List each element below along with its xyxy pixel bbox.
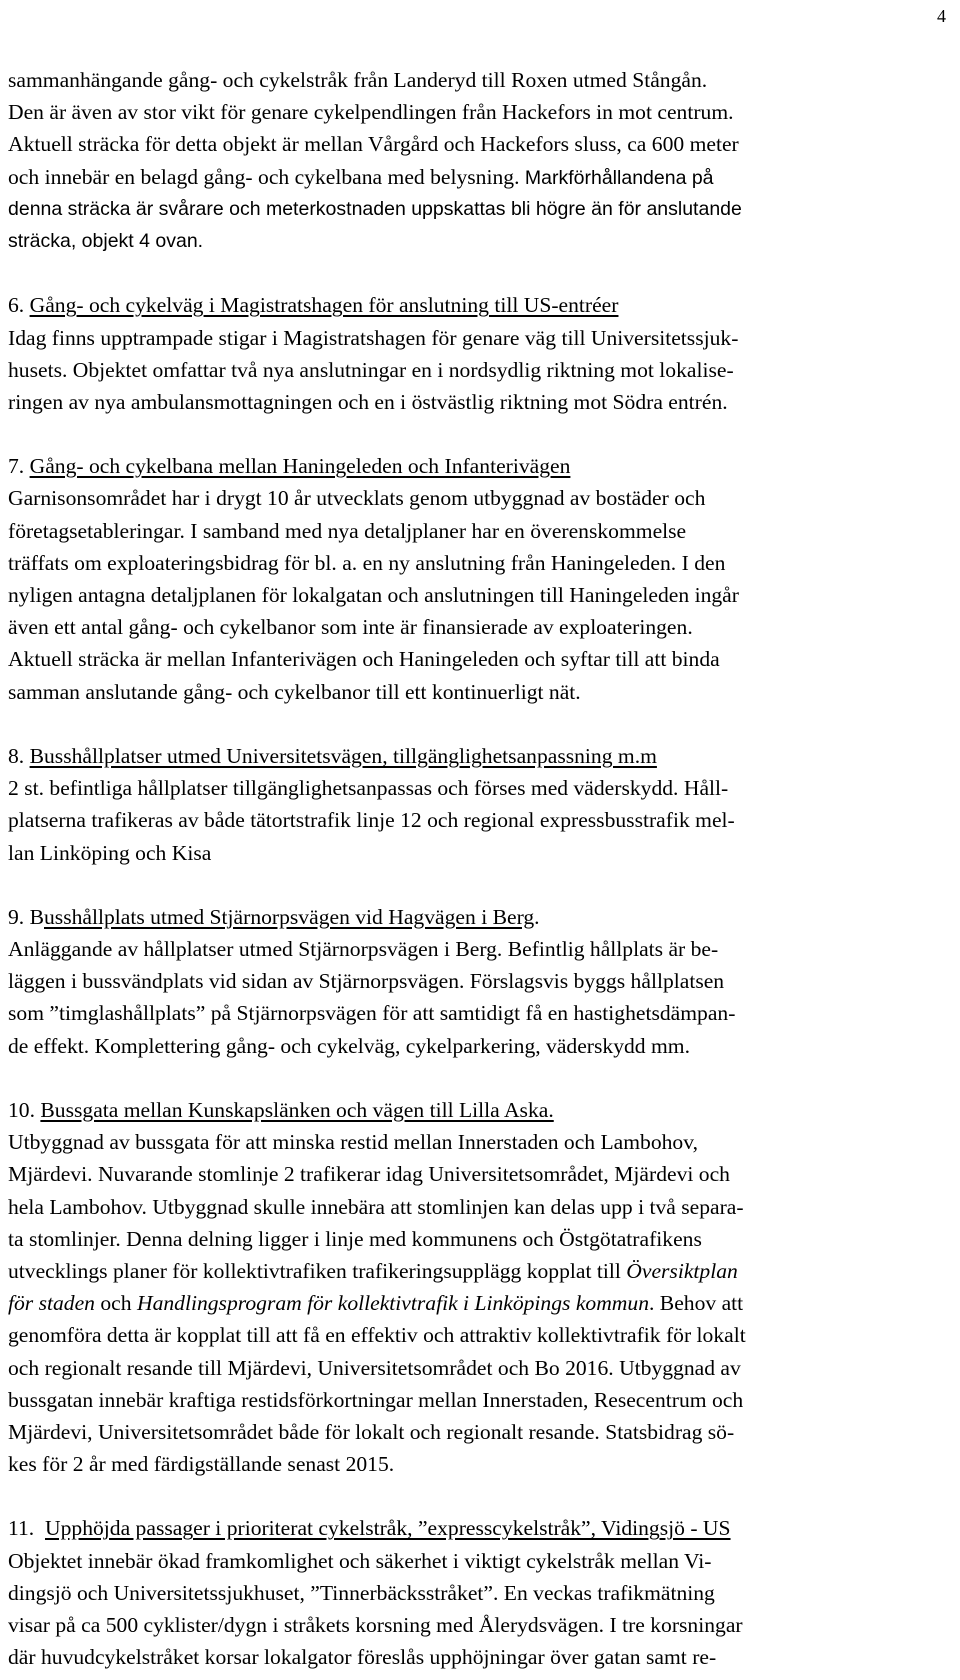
section-title-tail: . (534, 904, 540, 929)
section-title: Gång- och cykelväg i Magistratshagen för anslutning till US-entréer (29, 293, 619, 318)
text-line: genomföra detta är kopplat till att få en effektiv och attraktiv kollektivtrafik för lokalt (8, 1323, 746, 1348)
text-span: utvecklings planer för kollektivtrafiken trafikeringsupplägg kopplat till (8, 1258, 627, 1283)
text-line: träffats om exploateringsbidrag för bl. a. en ny anslutning från Haningeleden. I den (8, 550, 726, 575)
text-span: och innebär en belagd gång- och cykelbana med belysning. (8, 164, 520, 189)
text-line: 2 st. befintliga hållplatser tillgänglighetsanpassas och förses med väderskydd. Håll- (8, 776, 729, 801)
text-line: Aktuell sträcka för detta objekt är mellan Vårgård och Hackefors sluss, ca 600 meter (8, 132, 739, 157)
section-heading (8, 740, 954, 772)
text-line (8, 161, 954, 193)
page-number: 4 (937, 6, 946, 26)
text-line: ta stomlinjer. Denna delning ligger i linje med kommunens och Östgötatrafikens (8, 1226, 702, 1251)
section-heading (8, 1094, 954, 1126)
section-heading (8, 1512, 954, 1544)
text-line: där huvudcykelstråket korsar lokalgator föreslås upphöjningar över gatan samt re- (8, 1645, 717, 1670)
section-title: Busshållplatser utmed Universitetsvägen, tillgänglighetsanpassning m.m (29, 743, 657, 768)
italic-reference: för staden (8, 1291, 95, 1316)
text-line (8, 1287, 954, 1319)
text-line: Mjärdevi. Nuvarande stomlinje 2 trafikerar idag Universitetsområdet, Mjärdevi och (8, 1162, 730, 1187)
text-line: platserna trafikeras av både tätortstrafik linje 12 och regional expressbusstrafik mel- (8, 808, 735, 833)
page-body (8, 64, 954, 1673)
text-line: läggen i bussvändplats vid sidan av Stjärnorpsvägen. Förslagsvis byggs hållplatsen (8, 969, 725, 994)
text-span-sans: Markförhållandena på (519, 166, 714, 189)
section-number: 9. B (8, 904, 44, 929)
text-line: företagsetableringar. I samband med nya detaljplaner har en överenskommelse (8, 518, 687, 543)
text-line: även ett antal gång- och cykelbanor som inte är finansierade av exploateringen. (8, 615, 693, 640)
paragraph-continuation (8, 64, 954, 257)
text-line: Objektet innebär ökad framkomlighet och säkerhet i viktigt cykelstråk mellan Vi- (8, 1548, 712, 1573)
text-line (8, 1255, 954, 1287)
section-11 (8, 1512, 954, 1673)
text-line: husets. Objektet omfattar två nya anslutningar en i nordsydlig riktning mot lokalise- (8, 357, 734, 382)
text-line: Idag finns upptrampade stigar i Magistratshagen för genare väg till Universitetssjuk- (8, 325, 739, 350)
italic-reference: Översiktplan (626, 1258, 738, 1283)
section-title: Bussgata mellan Kunskapslänken och vägen till Lilla Aska. (40, 1098, 554, 1122)
text-line: hela Lambohov. Utbyggnad skulle innebära att stomlinjen kan delas upp i två separa- (8, 1194, 744, 1219)
text-line: som ”timglashållplats” på Stjärnorpsvägen för att samtidigt få en hastighetsdämpan- (8, 1001, 736, 1026)
section-title: usshållplats utmed Stjärnorpsvägen vid Hagvägen i Berg (44, 904, 535, 929)
text-line: samman anslutande gång- och cykelbanor till ett kontinuerligt nät. (8, 679, 581, 704)
text-line: Anläggande av hållplatser utmed Stjärnorpsvägen i Berg. Befintlig hållplats är be- (8, 937, 719, 962)
section-heading (8, 289, 954, 321)
section-number: 6. (8, 293, 30, 318)
section-number: 7. (8, 454, 30, 479)
text-line: dingsjö och Universitetssjukhuset, ”Tinnerbäcksstråket”. En veckas trafikmätning (8, 1580, 715, 1605)
text-span: . Behov att (649, 1291, 744, 1316)
section-8 (8, 740, 954, 869)
text-span: och (94, 1291, 137, 1316)
section-9 (8, 901, 954, 1062)
italic-reference: Handlingsprogram för kollektivtrafik i Linköpings kommun (136, 1291, 649, 1316)
text-line: bussgatan innebär kraftiga restidsförkortningar mellan Innerstaden, Resecentrum och (8, 1387, 744, 1412)
text-line: Den är även av stor vikt för genare cykelpendlingen från Hackefors in mot centrum. (8, 100, 734, 125)
text-line: nyligen antagna detaljplanen för lokalgatan och anslutningen till Haningeleden ingår (8, 583, 739, 607)
section-heading (8, 901, 954, 933)
text-line: de effekt. Komplettering gång- och cykelväg, cykelparkering, väderskydd mm. (8, 1033, 690, 1058)
section-heading (8, 450, 954, 482)
section-number: 8. (8, 743, 30, 768)
section-6 (8, 289, 954, 418)
section-number: 10. (8, 1098, 41, 1122)
text-line: Utbyggnad av bussgata för att minska restid mellan Innerstaden och Lambohov, (8, 1130, 699, 1155)
text-line: kes för 2 år med färdigställande senast 2015. (8, 1452, 395, 1477)
text-line: visar på ca 500 cyklister/dygn i stråkets korsning med Ålerydsvägen. I tre korsningar (8, 1613, 743, 1637)
text-line: och regionalt resande till Mjärdevi, Universitetsområdet och Bo 2016. Utbyggnad av (8, 1355, 741, 1380)
text-line: Mjärdevi, Universitetsområdet både för lokalt och regionalt resande. Statsbidrag sö- (8, 1419, 735, 1444)
section-title: Upphöjda passager i prioriterat cykelstråk, ”expresscykelstråk”, Vidingsjö - US (45, 1516, 731, 1541)
text-line: sammanhängande gång- och cykelstråk från Landeryd till Roxen utmed Stångån. (8, 68, 708, 92)
text-line: sträcka, objekt 4 ovan. (8, 229, 204, 252)
section-number: 11. (8, 1516, 45, 1541)
section-7 (8, 450, 954, 708)
section-title: Gång- och cykelbana mellan Haningeleden och Infanterivägen (29, 454, 571, 479)
text-line: ringen av nya ambulansmottagningen och en i östvästlig riktning mot Södra entrén. (8, 389, 728, 414)
section-10 (8, 1094, 954, 1480)
text-line: Garnisonsområdet har i drygt 10 år utvecklats genom utbyggnad av bostäder och (8, 486, 706, 511)
text-line: denna sträcka är svårare och meterkostnaden uppskattas bli högre än för anslutande (8, 197, 742, 220)
text-line: lan Linköping och Kisa (8, 840, 212, 865)
text-line: Aktuell sträcka är mellan Infanterivägen och Haningeleden och syftar till att binda (8, 647, 720, 672)
